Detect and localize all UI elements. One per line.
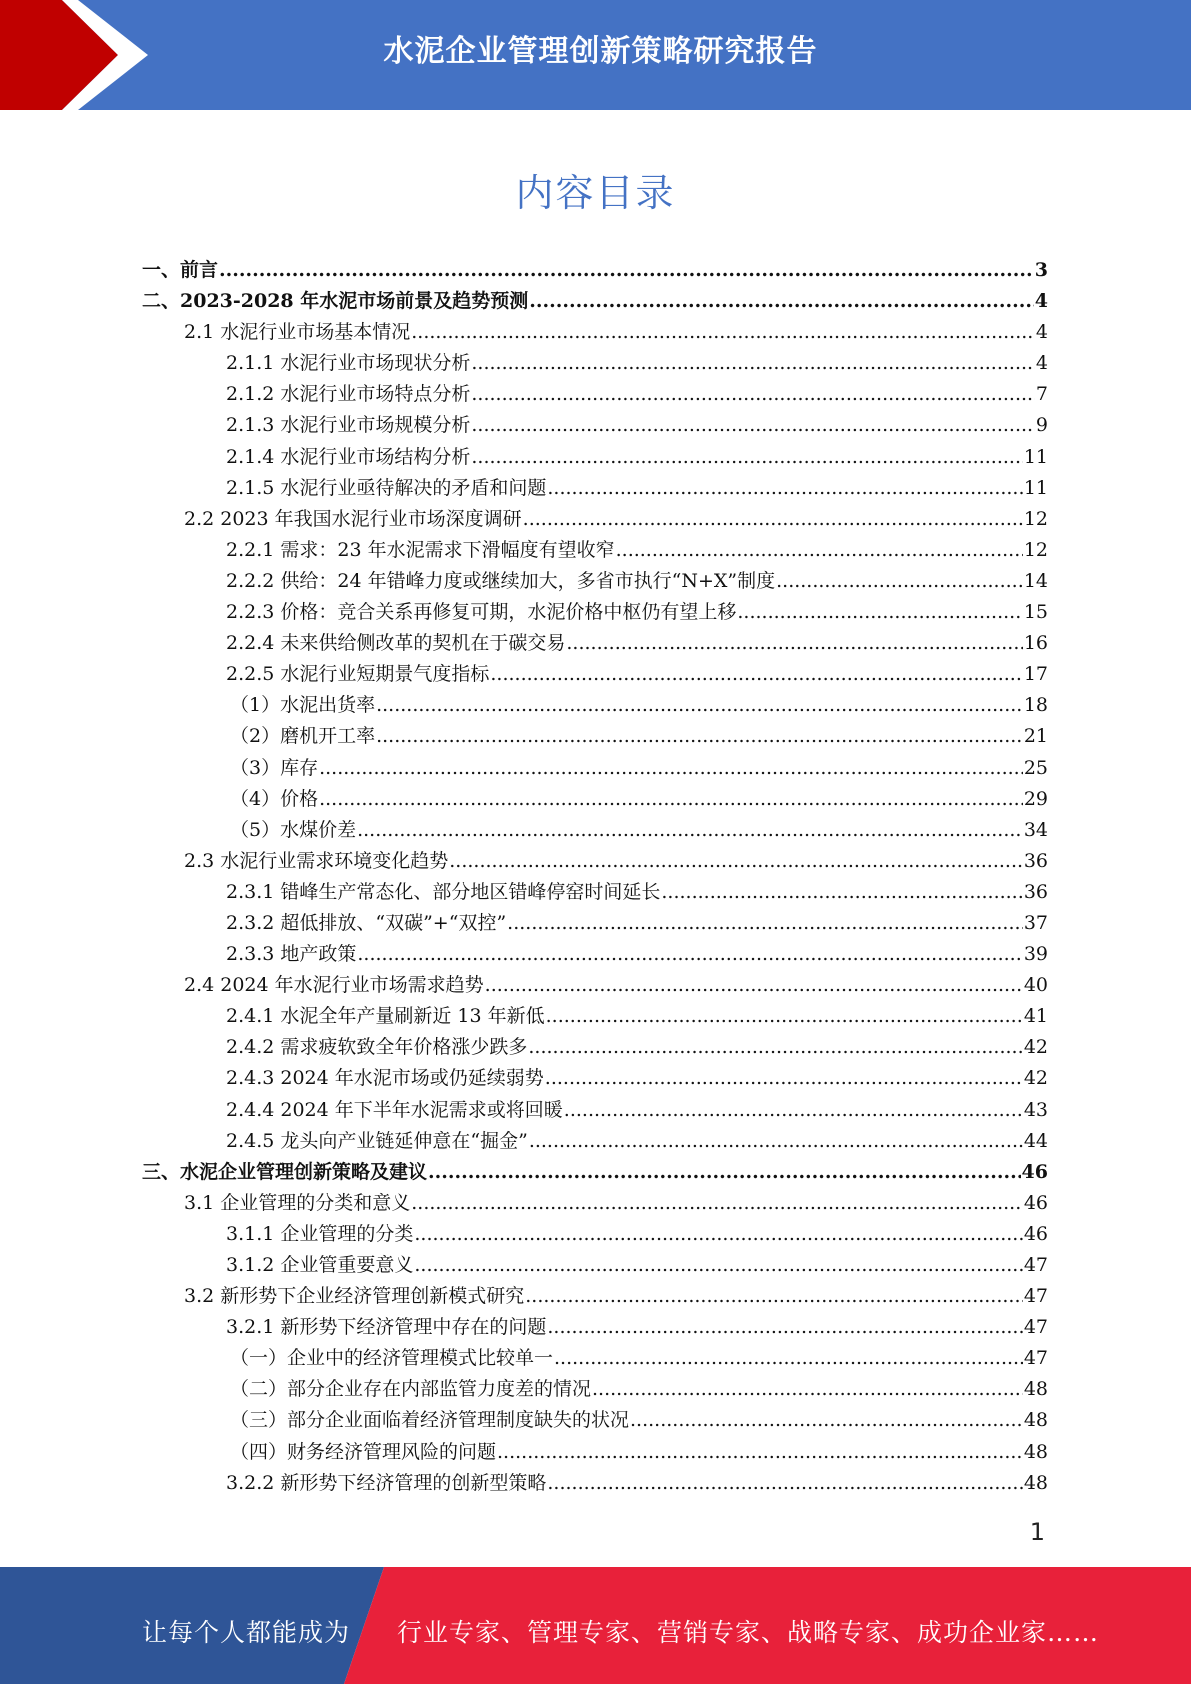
toc-entry[interactable]: [142, 846, 1048, 877]
toc-entry-label: 2.1.1 水泥行业市场现状分析: [226, 352, 471, 375]
toc-entry-label: 2.2.5 水泥行业短期景气度指标: [226, 663, 490, 686]
toc-entry-page: 47: [1023, 1316, 1048, 1339]
toc-dot-leader: [776, 566, 1023, 597]
toc-entry[interactable]: [142, 1063, 1048, 1094]
toc-dot-leader: [497, 1437, 1023, 1468]
toc-entry-label: 2.2.2 供给：24 年错峰力度或继续加大，多省市执行“N+X”制度: [226, 569, 776, 592]
toc-entry[interactable]: [142, 1188, 1048, 1219]
toc-entry[interactable]: [142, 504, 1048, 535]
toc-entry[interactable]: [142, 1343, 1048, 1374]
toc-entry[interactable]: [142, 286, 1048, 317]
toc-dot-leader: [357, 939, 1022, 970]
toc-dot-leader: [547, 1468, 1022, 1499]
toc-entry-page: 44: [1023, 1129, 1048, 1152]
toc-entry-page: 17: [1023, 663, 1048, 686]
toc-entry-label: 三、水泥企业管理创新策略及建议: [142, 1160, 428, 1183]
toc-dot-leader: [554, 1343, 1023, 1374]
toc-dot-leader: [471, 410, 1035, 441]
toc-dot-leader: [357, 815, 1023, 846]
toc-entry[interactable]: [142, 473, 1048, 504]
toc-dot-leader: [525, 1281, 1023, 1312]
toc-entry-page: 48: [1023, 1409, 1048, 1432]
toc-entry-page: 41: [1023, 1005, 1048, 1028]
toc-dot-leader: [319, 784, 1023, 815]
toc-entry[interactable]: [142, 1126, 1048, 1157]
toc-dot-leader: [471, 379, 1035, 410]
toc-entry-label: 2.4 2024 年水泥行业市场需求趋势: [184, 974, 484, 997]
toc-entry-label: 2.1.5 水泥行业亟待解决的矛盾和问题: [226, 476, 547, 499]
toc-entry-page: 4: [1035, 321, 1048, 344]
toc-entry-label: 2.4.5 龙头向产业链延伸意在“掘金”: [226, 1129, 528, 1152]
toc-entry[interactable]: [142, 255, 1048, 286]
toc-entry-label: 2.3.1 错峰生产常态化、部分地区错峰停窑时间延长: [226, 880, 661, 903]
toc-entry-label: 3.2.2 新形势下经济管理的创新型策略: [226, 1471, 547, 1494]
toc-entry-label: 3.2.1 新形势下经济管理中存在的问题: [226, 1316, 547, 1339]
toc-entry-page: 47: [1023, 1254, 1048, 1276]
toc-dot-leader: [376, 690, 1023, 721]
toc-entry[interactable]: [142, 317, 1048, 348]
toc-dot-leader: [630, 1405, 1023, 1436]
toc-entry-page: 40: [1023, 974, 1048, 997]
toc-entry-page: 25: [1023, 756, 1048, 779]
toc-entry-page: 37: [1023, 911, 1048, 934]
toc-dot-leader: [616, 535, 1023, 566]
toc-entry-label: 2.2.3 价格：竞合关系再修复可期，水泥价格中枢仍有望上移: [226, 601, 737, 624]
toc-entry-page: 42: [1023, 1036, 1048, 1059]
toc-dot-leader: [547, 1312, 1022, 1343]
toc-entry-page: 43: [1023, 1098, 1048, 1121]
toc-entry-page: 12: [1023, 538, 1048, 561]
toc-entry-label: （四）财务经济管理风险的问题: [230, 1440, 497, 1463]
toc-dot-leader: [471, 348, 1035, 379]
toc-entry-page: 14: [1023, 569, 1048, 592]
toc-entry-page: 29: [1023, 787, 1048, 810]
toc-entry-page: 47: [1023, 1285, 1048, 1308]
report-title: 水泥企业管理创新策略研究报告: [383, 34, 818, 69]
toc-entry-page: 4: [1035, 352, 1048, 375]
toc-entry[interactable]: [142, 1001, 1048, 1032]
toc-entry-label: 3.1 企业管理的分类和意义: [184, 1191, 411, 1214]
toc-entry-label: 2.1.4 水泥行业市场结构分析: [226, 445, 471, 468]
toc-entry[interactable]: [142, 690, 1048, 721]
toc-entry-label: 2.3.3 地产政策: [226, 943, 357, 966]
toc-dot-leader: [592, 1374, 1023, 1405]
toc-entry[interactable]: [142, 597, 1048, 628]
toc-entry-label: （4）价格: [230, 787, 319, 810]
toc-entry-page: 12: [1023, 507, 1048, 530]
toc-heading: 内容目录: [515, 171, 676, 215]
toc-entry-label: （1）水泥出货率: [230, 694, 376, 717]
toc-entry-label: 2.3 水泥行业需求环境变化趋势: [184, 849, 449, 872]
toc-dot-leader: [523, 504, 1023, 535]
toc-entry-label: 2.3.2 超低排放、“双碳”+“双控”: [226, 911, 507, 934]
footer-slogan-left: 让每个人都能成为: [142, 1618, 351, 1647]
toc-entry[interactable]: [142, 815, 1048, 846]
toc-entry-page: 39: [1023, 943, 1048, 966]
toc-entry-page: 46: [1023, 1222, 1048, 1245]
toc-entry[interactable]: [142, 442, 1048, 473]
toc-dot-leader: [528, 1032, 1022, 1063]
toc-entry[interactable]: [142, 1312, 1048, 1343]
toc-entry-label: 二、2023-2028 年水泥市场前景及趋势预测: [142, 290, 529, 313]
toc-entry-label: （三）部分企业面临着经济管理制度缺失的状况: [230, 1409, 630, 1432]
toc-entry-page: 34: [1023, 818, 1048, 841]
toc-dot-leader: [661, 877, 1022, 908]
toc-dot-leader: [507, 908, 1023, 939]
toc-entry[interactable]: [142, 659, 1048, 690]
toc-entry-label: 3.1.2 企业管重要意义: [226, 1254, 414, 1276]
toc-entry-page: 11: [1023, 476, 1048, 499]
toc-entry-page: 48: [1023, 1471, 1048, 1494]
toc-entry-label: 3.2 新形势下企业经济管理创新模式研究: [184, 1285, 525, 1308]
toc-dot-leader: [411, 317, 1035, 348]
toc-entry[interactable]: [142, 1157, 1048, 1188]
toc-entry-page: 46: [1021, 1160, 1048, 1183]
toc-entry-page: 4: [1034, 290, 1048, 313]
toc-entry-label: （二）部分企业存在内部监管力度差的情况: [230, 1378, 592, 1401]
toc-entry-label: 2.2 2023 年我国水泥行业市场深度调研: [184, 507, 522, 530]
toc-dot-leader: [529, 1126, 1023, 1157]
toc-entry[interactable]: [142, 1437, 1048, 1468]
toc-entry[interactable]: [142, 784, 1048, 815]
toc-entry[interactable]: [142, 970, 1048, 1001]
toc-dot-leader: [428, 1157, 1021, 1188]
toc-entry-page: 48: [1023, 1378, 1048, 1401]
toc-entry[interactable]: [142, 379, 1048, 410]
toc-entry-label: 3.1.1 企业管理的分类: [226, 1222, 414, 1245]
toc-dot-leader: [411, 1188, 1023, 1219]
toc-entry-page: 21: [1023, 725, 1048, 748]
toc-entry-label: 2.4.3 2024 年水泥市场或仍延续弱势: [226, 1067, 544, 1090]
toc-entry[interactable]: [142, 1219, 1048, 1250]
toc-entry-page: 36: [1023, 849, 1048, 872]
toc-entry[interactable]: [142, 877, 1048, 908]
toc-dot-leader: [219, 255, 1034, 286]
toc-entry[interactable]: [142, 753, 1048, 784]
toc-entry[interactable]: [142, 939, 1048, 970]
toc-dot-leader: [414, 1250, 1022, 1281]
toc-entry[interactable]: [142, 535, 1048, 566]
toc-dot-leader: [566, 628, 1022, 659]
toc-entry-label: 2.1.3 水泥行业市场规模分析: [226, 414, 471, 437]
footer-slogan-right: 行业专家、管理专家、营销专家、战略专家、成功企业家……: [397, 1618, 1100, 1647]
toc-entry-label: 2.1 水泥行业市场基本情况: [184, 321, 411, 344]
toc-entry-page: 16: [1023, 632, 1048, 655]
toc-entry[interactable]: [142, 1095, 1048, 1126]
toc-entry[interactable]: [142, 348, 1048, 379]
toc-dot-leader: [564, 1095, 1023, 1126]
toc-entry[interactable]: [142, 566, 1048, 597]
toc-entry-page: 18: [1023, 694, 1048, 717]
toc-entry-label: 2.2.4 未来供给侧改革的契机在于碳交易: [226, 632, 566, 655]
toc-dot-leader: [737, 597, 1022, 628]
toc-entry[interactable]: [142, 410, 1048, 441]
toc-dot-leader: [376, 721, 1023, 752]
toc-entry-page: 46: [1023, 1191, 1048, 1214]
toc-entry-label: 2.4.1 水泥全年产量刷新近 13 年新低: [226, 1005, 545, 1028]
toc-entry[interactable]: [142, 1405, 1048, 1436]
toc-dot-leader: [545, 1063, 1023, 1094]
toc-dot-leader: [490, 659, 1022, 690]
toc-entry-label: 2.4.2 需求疲软致全年价格涨少跌多: [226, 1036, 528, 1059]
toc-entry-page: 9: [1035, 414, 1048, 437]
toc-entry-page: 3: [1034, 259, 1048, 281]
toc-entry[interactable]: [142, 1468, 1048, 1499]
toc-entry-label: 2.2.1 需求：23 年水泥需求下滑幅度有望收窄: [226, 538, 615, 561]
toc-entry[interactable]: [142, 1250, 1048, 1281]
toc-entry-label: （一）企业中的经济管理模式比较单一: [230, 1347, 554, 1370]
toc-entry[interactable]: [142, 628, 1048, 659]
toc-entry-page: 42: [1023, 1067, 1048, 1090]
toc-entry-page: 47: [1023, 1347, 1048, 1370]
toc-dot-leader: [529, 286, 1034, 317]
toc-entry-page: 15: [1023, 601, 1048, 624]
page-number: 1: [1029, 1518, 1045, 1546]
toc-dot-leader: [547, 473, 1022, 504]
toc-entry[interactable]: [142, 1374, 1048, 1405]
toc-dot-leader: [319, 753, 1023, 784]
footer-banner: [0, 1567, 1191, 1684]
toc-entry[interactable]: [142, 721, 1048, 752]
toc-entry-page: 7: [1035, 383, 1048, 406]
table-of-contents: [142, 255, 1048, 1499]
toc-entry-label: 2.4.4 2024 年下半年水泥需求或将回暖: [226, 1098, 563, 1121]
toc-dot-leader: [449, 846, 1023, 877]
toc-dot-leader: [546, 1001, 1023, 1032]
toc-dot-leader: [414, 1219, 1022, 1250]
toc-entry-page: 48: [1023, 1440, 1048, 1463]
toc-entry[interactable]: [142, 1032, 1048, 1063]
toc-entry-page: 36: [1023, 880, 1048, 903]
header-banner: [0, 0, 1191, 110]
toc-entry-label: 2.1.2 水泥行业市场特点分析: [226, 383, 471, 406]
toc-entry-label: 一、前言: [142, 259, 219, 281]
toc-entry[interactable]: [142, 1281, 1048, 1312]
toc-entry[interactable]: [142, 908, 1048, 939]
toc-entry-label: （5）水煤价差: [230, 818, 357, 841]
toc-entry-label: （2）磨机开工率: [230, 725, 376, 748]
toc-dot-leader: [485, 970, 1023, 1001]
toc-dot-leader: [471, 442, 1022, 473]
toc-entry-page: 11: [1023, 445, 1048, 468]
toc-entry-label: （3）库存: [230, 756, 319, 779]
